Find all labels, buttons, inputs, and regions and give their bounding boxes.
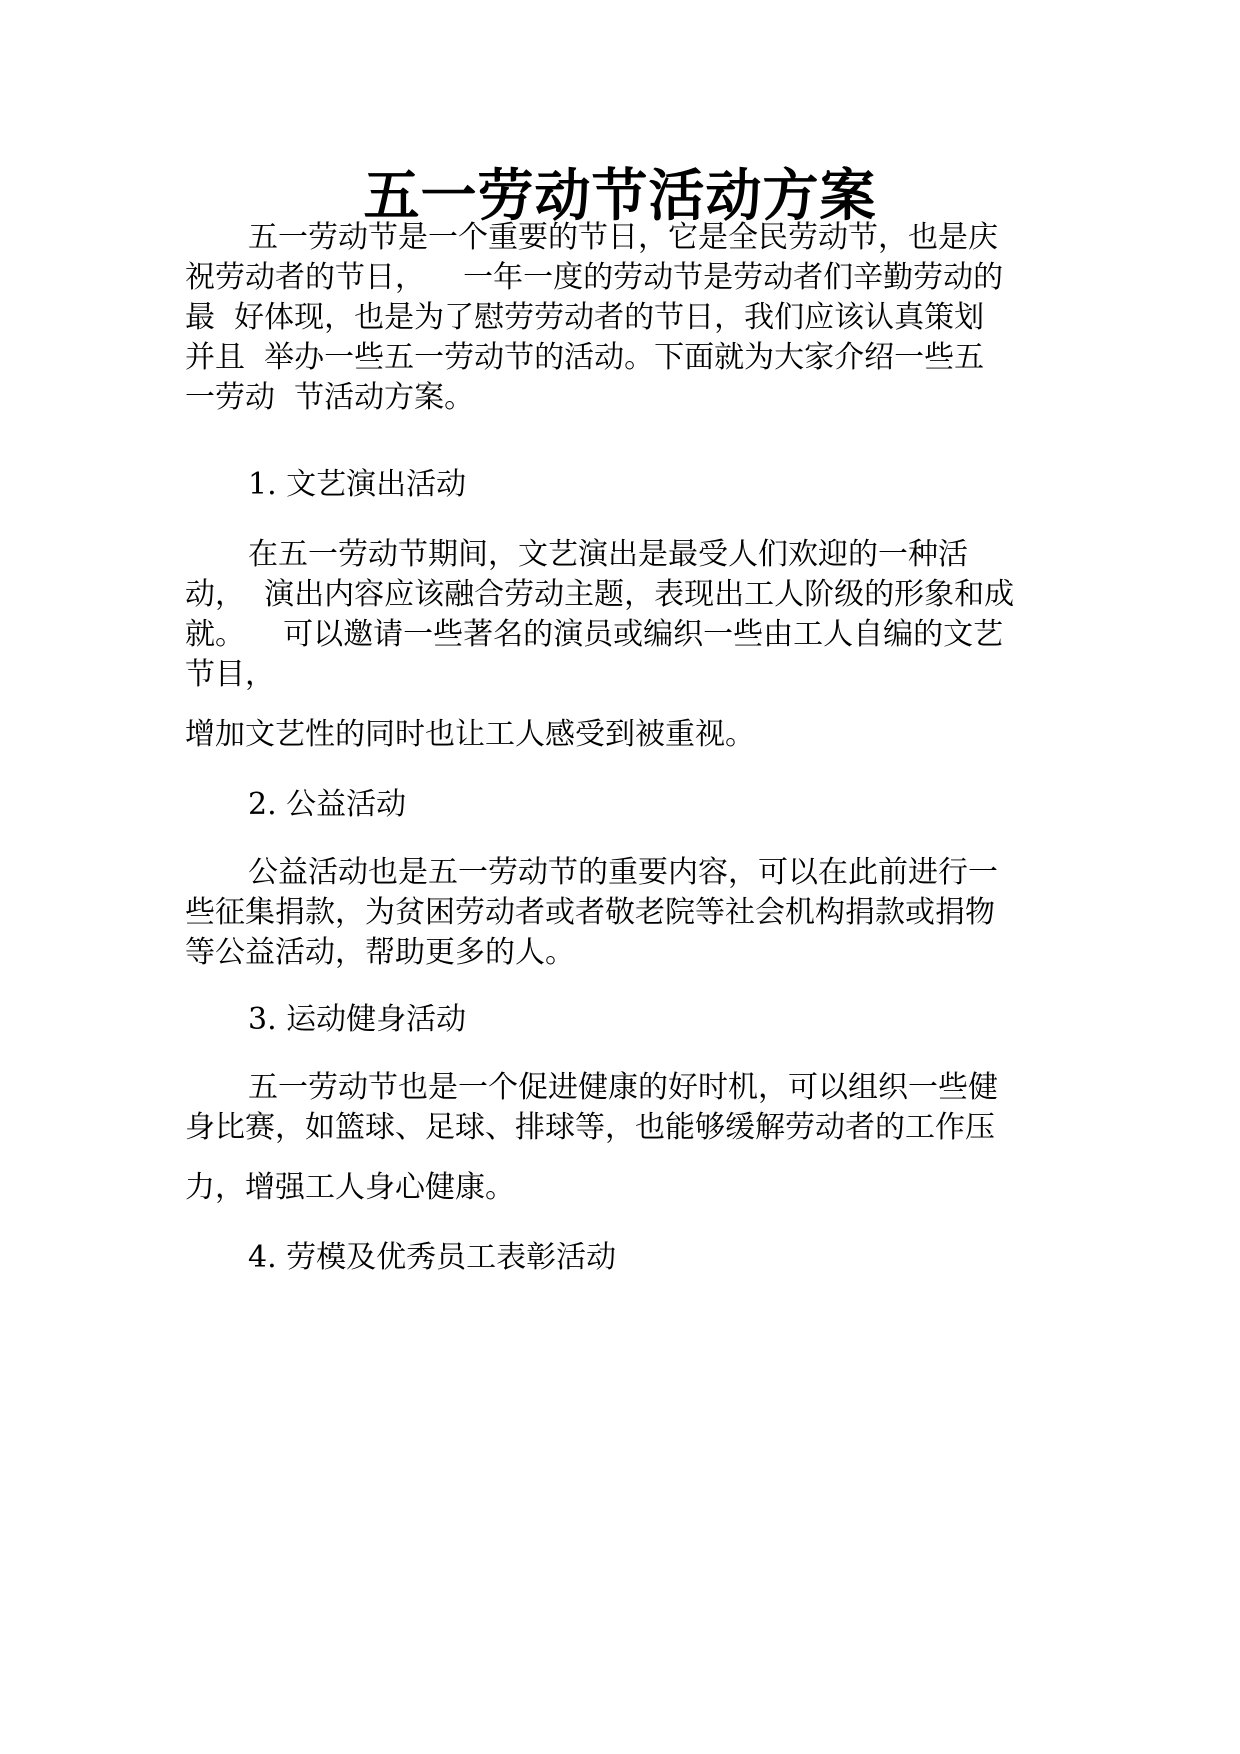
section-line: 等公益活动，帮助更多的人。 <box>185 935 575 970</box>
document-title: 五一劳动节活动方案 <box>363 163 877 229</box>
section-heading: 4. 劳模及优秀员工表彰活动 <box>248 1240 617 1275</box>
intro-line: 并且 举办一些五一劳动节的活动。下面就为大家介绍一些五 <box>185 340 985 375</box>
section-line: 动， 演出内容应该融合劳动主题，表现出工人阶级的形象和成 <box>185 577 1015 612</box>
section-line: 就。 可以邀请一些著名的演员或编织一些由工人自编的文艺 <box>185 617 1004 652</box>
section-line: 节目， <box>185 657 275 692</box>
section-heading: 3. 运动健身活动 <box>248 1002 467 1037</box>
intro-line: 最 好体现，也是为了慰劳劳动者的节日，我们应该认真策划 <box>185 300 985 335</box>
section-line: 些征集捐款，为贫困劳动者或者敬老院等社会机构捐款或捐物 <box>185 895 995 930</box>
section-line: 在五一劳动节期间，文艺演出是最受人们欢迎的一种活 <box>248 537 968 572</box>
section-line: 公益活动也是五一劳动节的重要内容，可以在此前进行一 <box>248 855 998 890</box>
intro-line: 祝劳动者的节日， 一年一度的劳动节是劳动者们辛勤劳动的 <box>185 260 1004 295</box>
intro-line: 一劳动 节活动方案。 <box>185 380 475 415</box>
section-line: 增加文艺性的同时也让工人感受到被重视。 <box>185 717 755 752</box>
section-line: 身比赛，如篮球、足球、排球等，也能够缓解劳动者的工作压 <box>185 1110 995 1145</box>
section-heading: 2. 公益活动 <box>248 787 407 822</box>
section-line: 五一劳动节也是一个促进健康的好时机，可以组织一些健 <box>248 1070 998 1105</box>
section-heading: 1. 文艺演出活动 <box>248 467 467 502</box>
section-line: 力，增强工人身心健康。 <box>185 1170 515 1205</box>
intro-line: 五一劳动节是一个重要的节日，它是全民劳动节，也是庆 <box>248 220 998 255</box>
